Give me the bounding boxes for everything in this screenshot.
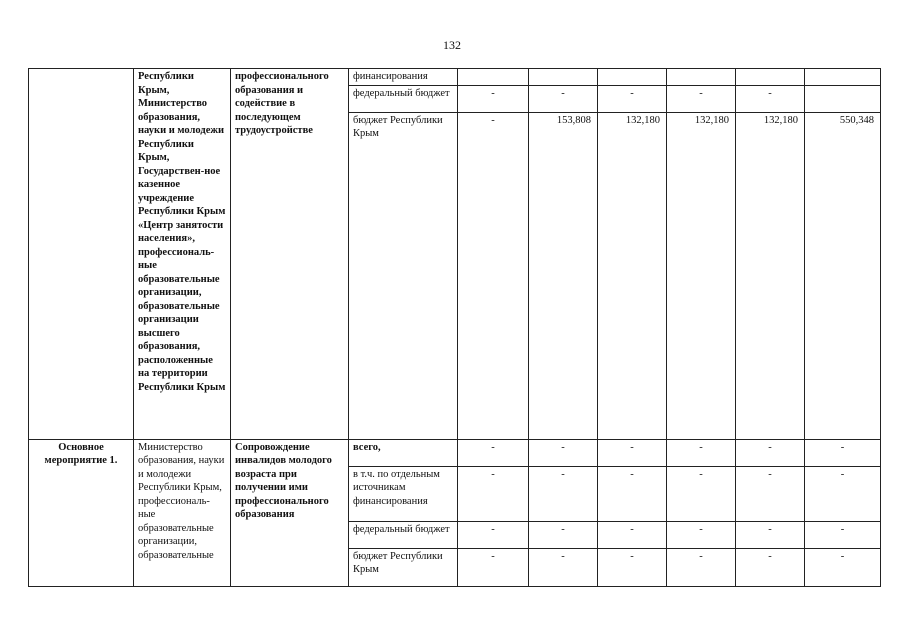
- value-cell: -: [805, 548, 881, 586]
- value-cell: 132,180: [667, 112, 736, 439]
- value-cell: -: [805, 521, 881, 548]
- value-cell: -: [458, 112, 529, 439]
- value-cell: -: [458, 85, 529, 112]
- funding-source-cell: в т.ч. по отдельным источникам финансирования: [349, 466, 458, 521]
- value-cell: -: [667, 466, 736, 521]
- value-cell: -: [598, 521, 667, 548]
- value-cell: -: [458, 439, 529, 466]
- status-cell: [29, 69, 134, 440]
- value-cell: -: [667, 521, 736, 548]
- page-number: 132: [443, 38, 461, 52]
- value-cell: -: [529, 85, 598, 112]
- value-cell: -: [458, 466, 529, 521]
- status-cell: Основное мероприятие 1.: [29, 439, 134, 586]
- value-cell: [805, 85, 881, 112]
- value-cell: -: [529, 466, 598, 521]
- value-cell: 132,180: [736, 112, 805, 439]
- value-cell: -: [736, 439, 805, 466]
- funding-source-cell: федеральный бюджет: [349, 85, 458, 112]
- value-cell: [529, 69, 598, 86]
- value-cell: -: [529, 521, 598, 548]
- budget-table: [28, 68, 881, 587]
- funding-source-cell: бюджет Республики Крым: [349, 112, 458, 439]
- table-row: [29, 69, 881, 86]
- value-cell: [458, 69, 529, 86]
- value-cell: -: [598, 439, 667, 466]
- value-cell: -: [458, 521, 529, 548]
- value-cell: [598, 69, 667, 86]
- executors-cell: Министерство образования, науки и молодежи Республики Крым, профессиональ-ные образовательные организации, образовательные: [134, 439, 231, 586]
- value-cell: 550,348: [805, 112, 881, 439]
- value-cell: -: [736, 466, 805, 521]
- value-cell: -: [736, 548, 805, 586]
- value-cell: -: [736, 85, 805, 112]
- value-cell: -: [805, 466, 881, 521]
- value-cell: [667, 69, 736, 86]
- value-cell: -: [598, 85, 667, 112]
- executors-cell: Республики Крым, Министерство образования, науки и молодежи Республики Крым, Государствен-ное казенное учреждение Республики Крым «Центр занятости населения», профессиональ-ные образовательные организации, образовательные организации высшего образования, расположенные на территории Республики Крым: [134, 69, 231, 440]
- value-cell: -: [529, 439, 598, 466]
- value-cell: -: [736, 521, 805, 548]
- funding-source-cell: всего,: [349, 439, 458, 466]
- value-cell: 153,808: [529, 112, 598, 439]
- table-row: [29, 439, 881, 466]
- funding-source-cell: финансирования: [349, 69, 458, 86]
- value-cell: -: [667, 548, 736, 586]
- value-cell: -: [667, 439, 736, 466]
- value-cell: [805, 69, 881, 86]
- funding-source-cell: федеральный бюджет: [349, 521, 458, 548]
- measure-cell: Сопровождение инвалидов молодого возраста при получении ими профессионального образования: [231, 439, 349, 586]
- value-cell: -: [598, 466, 667, 521]
- value-cell: -: [458, 548, 529, 586]
- value-cell: -: [598, 548, 667, 586]
- value-cell: -: [805, 439, 881, 466]
- funding-source-cell: бюджет Республики Крым: [349, 548, 458, 586]
- value-cell: [736, 69, 805, 86]
- value-cell: 132,180: [598, 112, 667, 439]
- measure-cell: профессионального образования и содействие в последующем трудоустройстве: [231, 69, 349, 440]
- value-cell: -: [529, 548, 598, 586]
- value-cell: -: [667, 85, 736, 112]
